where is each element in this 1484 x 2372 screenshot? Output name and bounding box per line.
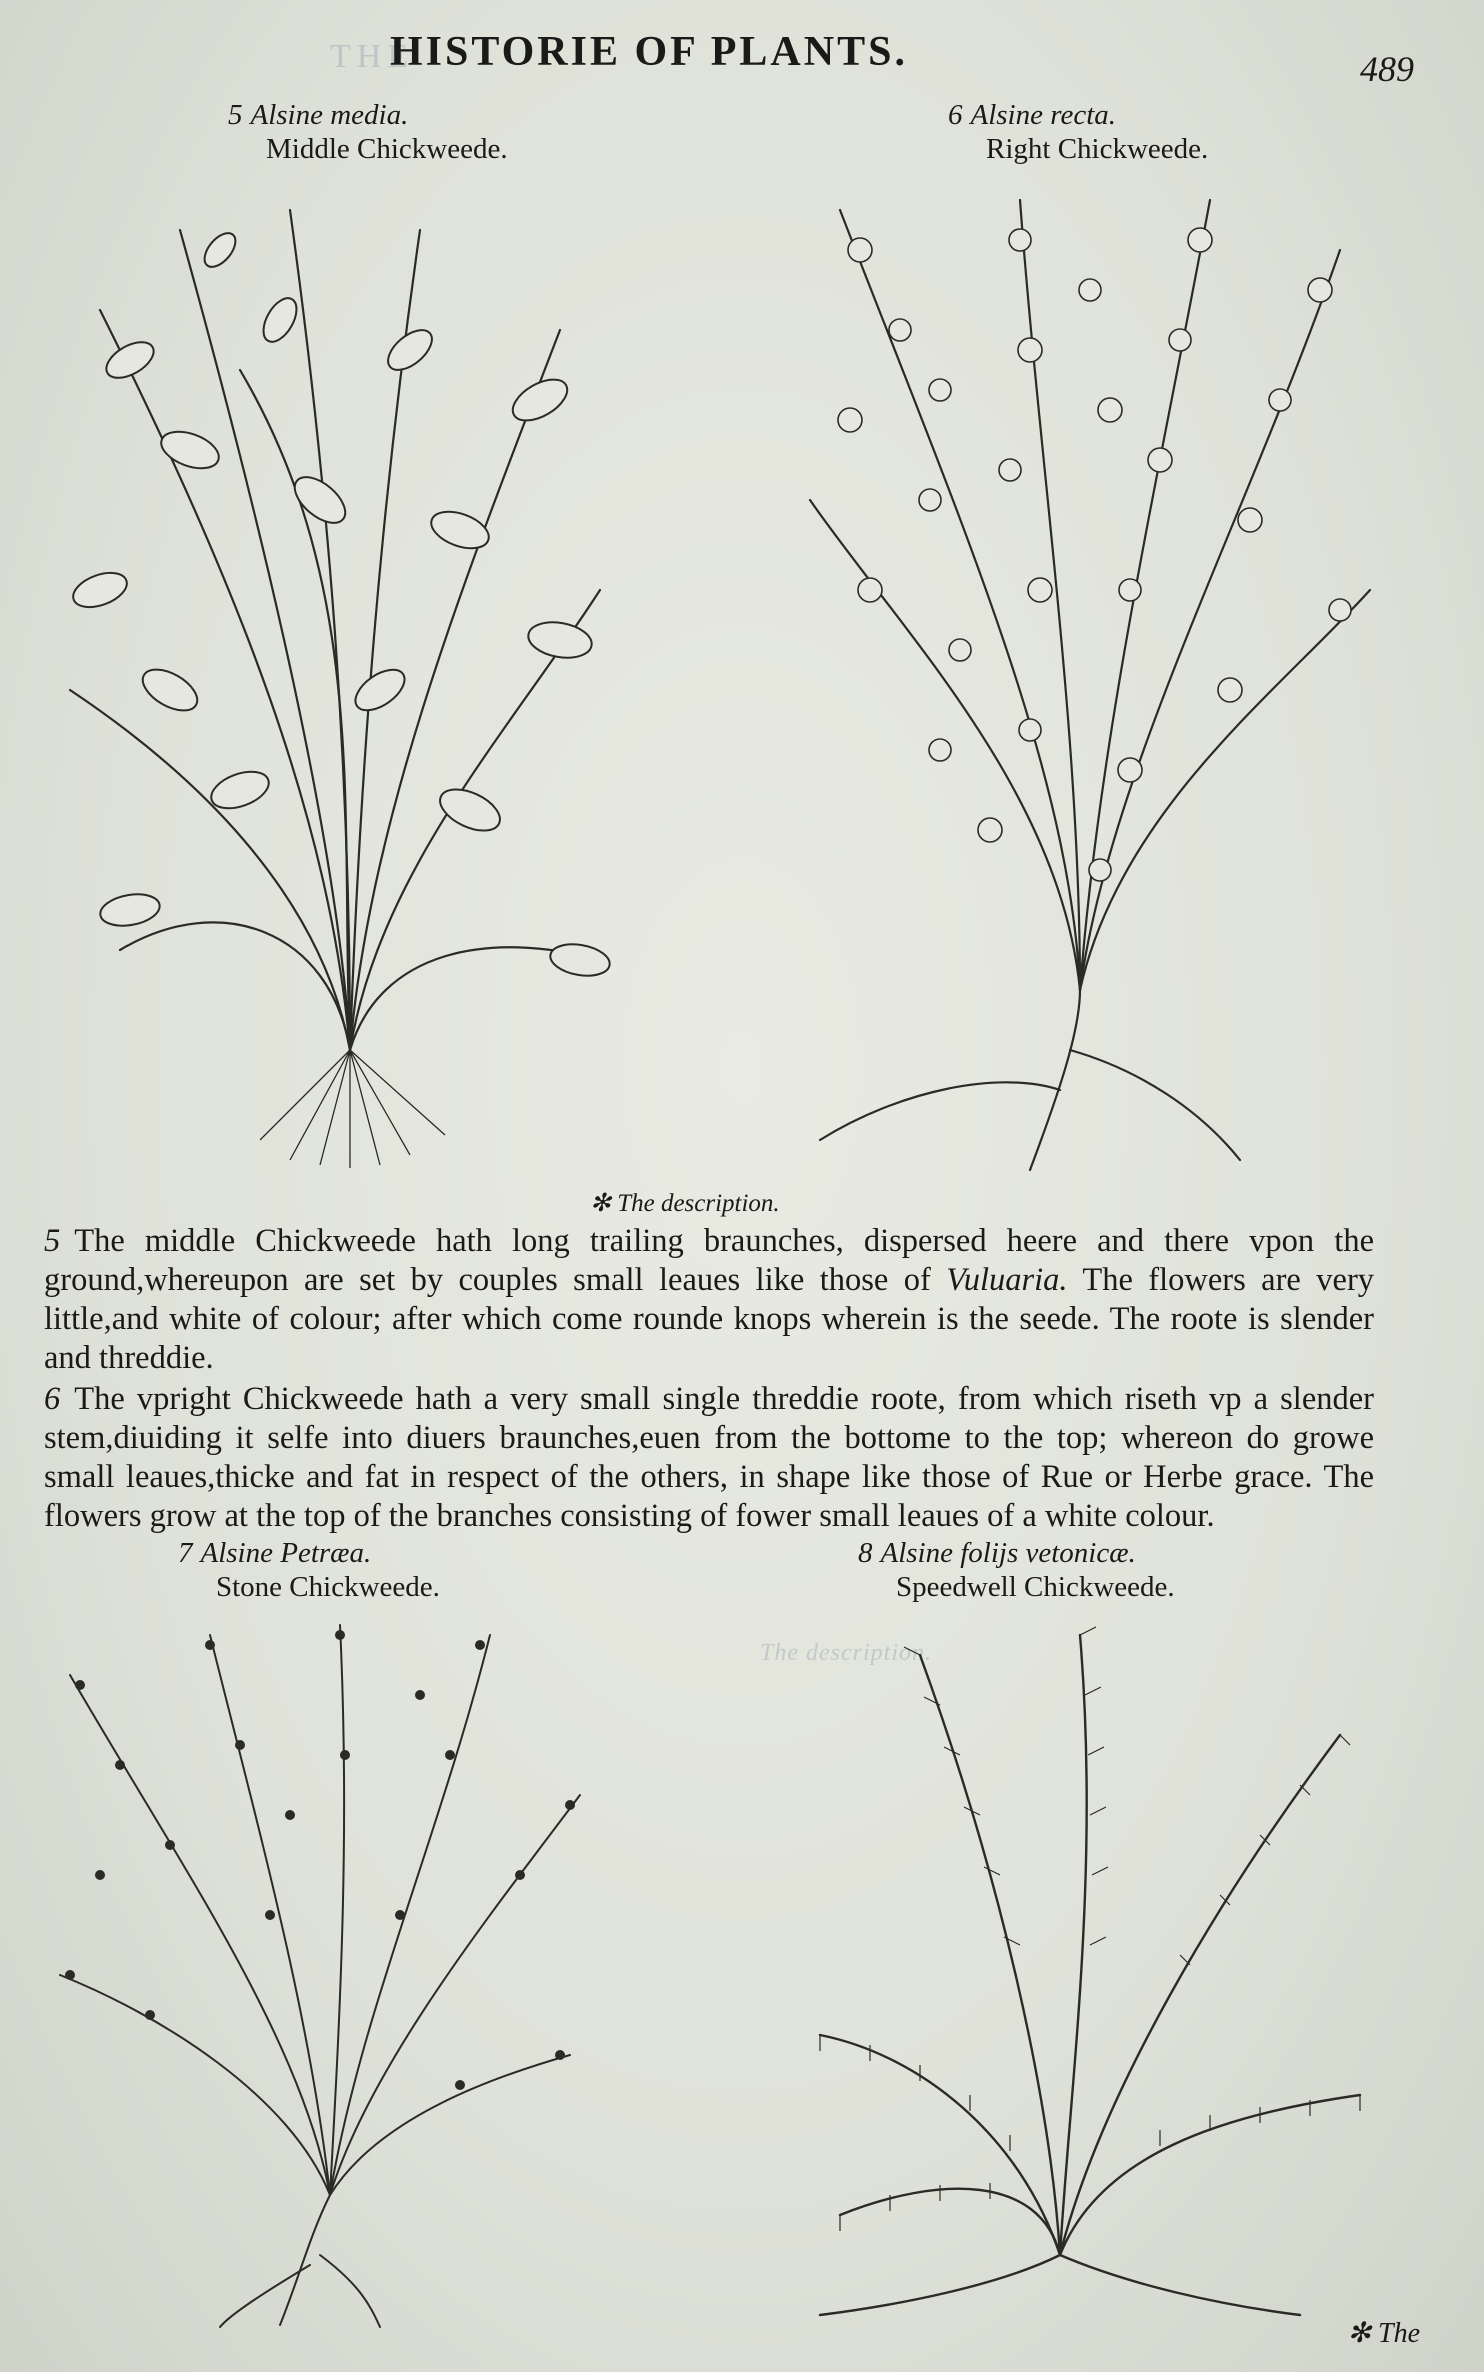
figure-7-number: 7 bbox=[178, 1537, 193, 1569]
figure-5-english-name: Middle Chickweede. bbox=[266, 133, 508, 165]
figure-5-number: 5 bbox=[228, 99, 243, 131]
paragraph-5-number: 5 bbox=[44, 1223, 61, 1259]
figure-6-number: 6 bbox=[948, 99, 963, 131]
show-through-top: THE bbox=[330, 38, 415, 75]
figure-8-woodcut bbox=[800, 1615, 1380, 2335]
figure-8-latin-name: Alsine folijs vetonicæ. bbox=[880, 1537, 1136, 1569]
figure-7-latin-name: Alsine Petræa. bbox=[200, 1537, 372, 1569]
paragraph-5-italic-term: Vuluaria. bbox=[946, 1262, 1068, 1298]
catchword: ✻ The bbox=[1347, 2318, 1420, 2349]
figure-6-caption bbox=[948, 98, 1208, 166]
description-paragraph-5 bbox=[44, 1222, 1374, 1378]
figure-5-latin-name: Alsine media. bbox=[250, 99, 409, 131]
figure-8-english-name: Speedwell Chickweede. bbox=[896, 1571, 1175, 1603]
figure-8-caption bbox=[858, 1536, 1175, 1604]
paragraph-5-text-end: The flowers are very little,and white of colour; after which come rounde knops wherein is the seede. The roote is slender and threddie. bbox=[44, 1262, 1375, 1376]
paragraph-6-number: 6 bbox=[44, 1381, 61, 1417]
paragraph-6-text: The vpright Chickweede hath a very small single threddie roote, from which riseth vp a slender stem,diuiding it selfe into diuers braunches,euen from the bottome to the top; whereon do growe small leaues,thicke and fat in respect of the others, in shape like those of Rue or Herbe grace. The flowers grow at the top of the branches consisting of fower small leaues of a white colour. bbox=[44, 1381, 1374, 1534]
figure-8-number: 8 bbox=[858, 1537, 873, 1569]
figure-6-english-name: Right Chickweede. bbox=[986, 133, 1209, 165]
figure-5-caption bbox=[228, 98, 508, 166]
figure-6-woodcut bbox=[780, 170, 1400, 1180]
description-heading: ✻ The description. bbox=[590, 1190, 780, 1217]
figure-6-latin-name: Alsine recta. bbox=[970, 99, 1116, 131]
figure-7-caption bbox=[178, 1536, 440, 1604]
running-title: HISTORIE OF PLANTS. bbox=[390, 29, 908, 75]
figure-5-woodcut bbox=[40, 170, 640, 1170]
page-number: 489 bbox=[1360, 49, 1414, 89]
figure-7-woodcut bbox=[40, 1615, 600, 2335]
paragraph-5-text-start: The middle Chickweede hath long trailing braunches, dispersed heere and there vpon the ground,whereupon are set by couples small leaues like those of bbox=[44, 1223, 1374, 1298]
show-through-middle: The description. bbox=[760, 1640, 932, 1666]
description-paragraph-6 bbox=[44, 1380, 1374, 1536]
figure-7-english-name: Stone Chickweede. bbox=[216, 1571, 440, 1603]
